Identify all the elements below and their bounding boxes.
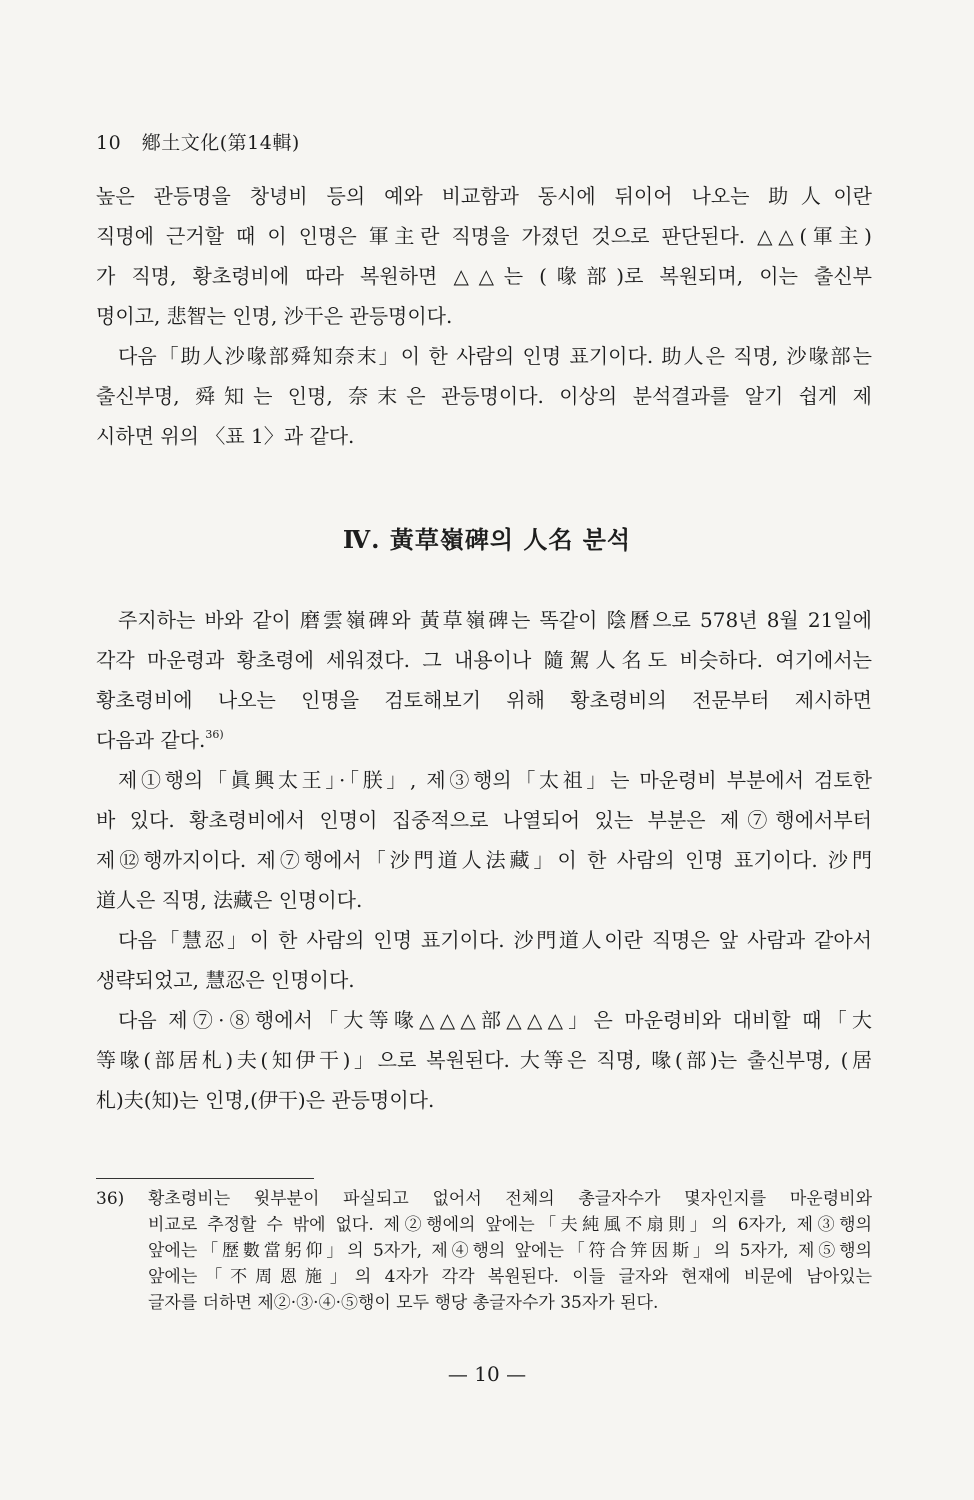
footnote-divider	[96, 1178, 314, 1179]
text-line: 等喙(部居札)夫(知伊干)」으로 복원된다. 大等은 직명, 喙(部)는 출신부명, (居	[96, 1048, 872, 1072]
text-line: 제⑫행까지이다. 제⑦행에서「沙門道人法藏」이 한 사람의 인명 표기이다. 沙門	[96, 848, 872, 872]
page-folio: — 10 —	[447, 1362, 527, 1386]
text-line: 바 있다. 황초령비에서 인명이 집중적으로 나열되어 있는 부분은 제⑦행에서부터	[96, 808, 872, 832]
text-line: 명이고, 悲智는 인명, 沙干은 관등명이다.	[96, 304, 453, 328]
text-line: 가 직명, 황초령비에 따라 복원하면 △△는 (喙部)로 복원되며, 이는 출신부	[96, 264, 872, 288]
text-line: 제①행의「眞興太王」·「朕」, 제③행의「太祖」는 마운령비 부분에서 검토한	[118, 768, 872, 792]
text-line: 각각 마운령과 황초령에 세워졌다. 그 내용이나 隨駕人名도 비슷하다. 여기에서는	[96, 648, 872, 672]
header-page-number: 10	[96, 132, 122, 154]
footnote-line	[96, 1186, 872, 1212]
text-line-content: 다음과 같다.	[96, 728, 206, 752]
running-header	[96, 128, 300, 155]
footnote-line: 앞에는「不周恩施」의 4자가 각각 복원된다. 이들 글자와 현재에 비문에 남아있는	[148, 1267, 872, 1287]
footnote-line: 앞에는「歷數當躬仰」의 5자가, 제④행의 앞에는「符合笄因斯」의 5자가, 제⑤행의	[148, 1241, 872, 1261]
text-line	[96, 720, 872, 760]
text-line: 札)夫(知)는 인명,(伊干)은 관등명이다.	[96, 1088, 435, 1112]
intro-paragraphs	[96, 176, 872, 456]
footnote	[96, 1186, 872, 1316]
text-line: 다음「助人沙喙部舜知奈末」이 한 사람의 인명 표기이다. 助人은 직명, 沙喙部는	[118, 344, 872, 368]
footnote-line: 글자를 더하면 제②·③·④·⑤행이 모두 행당 총글자수가 35자가 된다.	[148, 1293, 659, 1313]
text-line: 다음「慧忍」이 한 사람의 인명 표기이다. 沙門道人이란 직명은 앞 사람과 같아서	[118, 928, 872, 952]
text-line: 주지하는 바와 같이 磨雲嶺碑와 黃草嶺碑는 똑같이 陰曆으로 578년 8월 21일에	[118, 608, 872, 632]
footnote-text: 황초령비는 윗부분이 파실되고 없어서 전체의 총글자수가 몇자인지를 마운령비와	[148, 1189, 872, 1209]
text-line: 다음 제⑦·⑧행에서「大等喙△△△部△△△」은 마운령비와 대비할 때「大	[118, 1008, 872, 1032]
text-line: 시하면 위의 〈표 1〉과 같다.	[96, 424, 355, 448]
text-line: 출신부명, 舜知는 인명, 奈末은 관등명이다. 이상의 분석결과를 알기 쉽게 제	[96, 384, 872, 408]
journal-title: 鄕土文化(第14輯)	[141, 132, 300, 154]
section-body	[96, 600, 872, 1120]
text-line: 道人은 직명, 法藏은 인명이다.	[96, 888, 363, 912]
text-line: 직명에 근거할 때 이 인명은 軍主란 직명을 가졌던 것으로 판단된다. △△(軍主)	[96, 224, 872, 248]
text-line: 황초령비에 나오는 인명을 검토해보기 위해 황초령비의 전문부터 제시하면	[96, 688, 872, 712]
section-heading: Ⅳ. 黃草嶺碑의 人名 분석	[342, 525, 632, 554]
footnote-line: 비교로 추정할 수 밖에 없다. 제②행에의 앞에는「夫純風不扇則」의 6자가, 제③행의	[148, 1215, 872, 1235]
footnote-reference: 36)	[205, 728, 224, 741]
text-line: 높은 관등명을 창녕비 등의 예와 비교함과 동시에 뒤이어 나오는 助人이란	[96, 184, 872, 208]
text-line: 생략되었고, 慧忍은 인명이다.	[96, 968, 355, 992]
footnote-number: 36)	[96, 1189, 125, 1209]
